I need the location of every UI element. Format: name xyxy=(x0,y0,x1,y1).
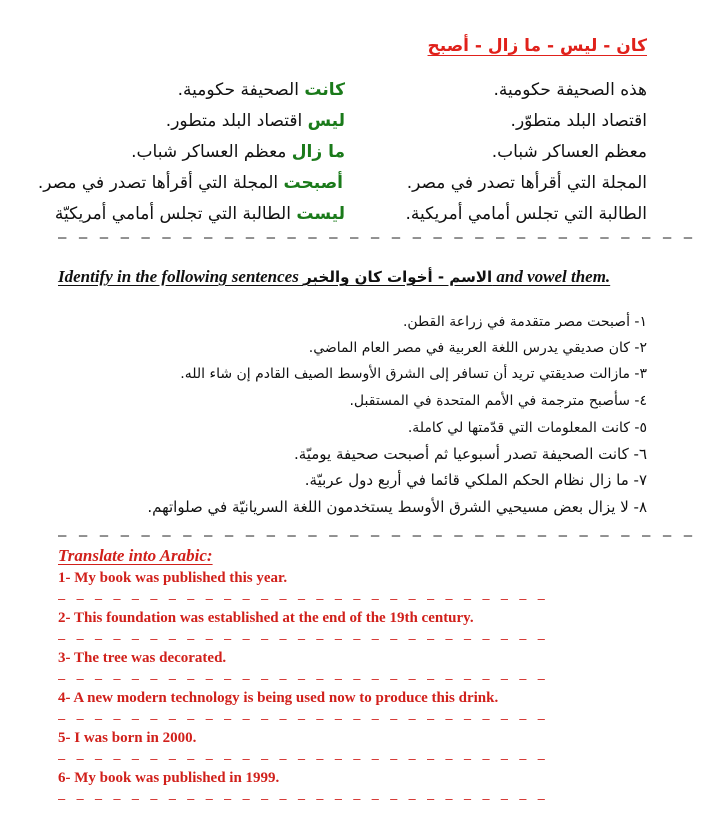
example-keyword: ليست xyxy=(296,204,345,224)
example-transformed xyxy=(166,111,345,139)
example-transformed xyxy=(38,173,343,201)
answer-line[interactable]: — — — — — — — — — — — — — — — — — — — — — — — — — — — xyxy=(58,712,547,726)
example-keyword: أصبحت xyxy=(283,173,343,193)
example-transformed xyxy=(55,204,345,232)
example-rest: المجلة التي أقرأها تصدر في مصر. xyxy=(37,173,284,193)
sentence-item: ٦- كانت الصحيفة تصدر أسبوعيا ثم أصبحت صحيفة يوميّة. xyxy=(293,445,647,463)
example-original: الطالبة التي تجلس أمامي أمريكية. xyxy=(405,204,647,224)
answer-line[interactable]: — — — — — — — — — — — — — — — — — — — — — — — — — — — xyxy=(58,672,547,686)
translate-item: 1- My book was published this year. xyxy=(58,570,288,586)
example-original: معظم العساكر شباب. xyxy=(491,142,647,162)
translate-item: 4- A new modern technology is being used now to produce this drink. xyxy=(58,690,499,706)
translate-item: 6- My book was published in 1999. xyxy=(58,770,280,786)
example-rest: الصحيفة حكومية. xyxy=(177,80,305,100)
example-transformed xyxy=(178,80,345,108)
separator: — — — — — — — — — — — — — — — — — — — — — — — — — — — — — — — xyxy=(58,230,695,246)
example-original: هذه الصحيفة حكومية. xyxy=(493,80,647,100)
sentence-item: ٧- ما زال نظام الحكم الملكي قائما في أربع دول عربيّة. xyxy=(304,471,647,489)
sentence-item: ١- أصبحت مصر متقدمة في زراعة القطن. xyxy=(402,314,647,330)
example-rest: اقتصاد البلد متطور. xyxy=(165,111,308,131)
example-original: المجلة التي أقرأها تصدر في مصر. xyxy=(406,173,647,193)
sentence-item: ٢- كان صديقي يدرس اللغة العربية في مصر العام الماضي. xyxy=(308,340,647,356)
instruction-part2: and vowel them. xyxy=(492,267,611,286)
sentence-item: ٥- كانت المعلومات التي قدّمتها لي كاملة. xyxy=(407,420,647,436)
example-original: اقتصاد البلد متطوّر. xyxy=(510,111,647,131)
translate-item: 2- This foundation was established at the end of the 19th century. xyxy=(58,610,474,626)
instruction-part1: Identify in the following sentences xyxy=(58,267,304,286)
translate-item: 3- The tree was decorated. xyxy=(58,650,227,666)
separator: — — — — — — — — — — — — — — — — — — — — — — — — — — — — — — — xyxy=(58,528,695,544)
example-keyword: ما زال xyxy=(291,142,345,162)
answer-line[interactable]: — — — — — — — — — — — — — — — — — — — — — — — — — — — xyxy=(58,632,547,646)
instruction-arabic: الاسم - أخوات كان والخبر xyxy=(303,268,493,286)
example-rest: معظم العساكر شباب. xyxy=(131,142,292,162)
example-keyword: ليس xyxy=(307,111,345,131)
answer-line[interactable]: — — — — — — — — — — — — — — — — — — — — — — — — — — — xyxy=(58,592,547,606)
sentence-item: ٨- لا يزال بعض مسيحيي الشرق الأوسط يستخدمون اللغة السريانيّة في صلواتهم. xyxy=(147,498,647,516)
page-title: كان - ليس - ما زال - أصبح xyxy=(427,36,647,56)
sentence-item: ٤- سأصبح مترجمة في الأمم المتحدة في المستقبل. xyxy=(349,393,647,409)
example-rest: الطالبة التي تجلس أمامي أمريكيّة xyxy=(54,204,297,224)
translate-heading: Translate into Arabic: xyxy=(58,546,213,565)
example-keyword: كانت xyxy=(304,80,345,100)
translate-item: 5- I was born in 2000. xyxy=(58,730,197,746)
answer-line[interactable]: — — — — — — — — — — — — — — — — — — — — — — — — — — — xyxy=(58,752,547,766)
example-transformed xyxy=(131,142,345,170)
answer-line[interactable]: — — — — — — — — — — — — — — — — — — — — — — — — — — — xyxy=(58,792,547,806)
sentence-item: ٣- مازالت صديقتي تريد أن تسافر إلى الشرق الأوسط الصيف القادم إن شاء الله. xyxy=(180,366,647,382)
instruction xyxy=(58,264,648,290)
